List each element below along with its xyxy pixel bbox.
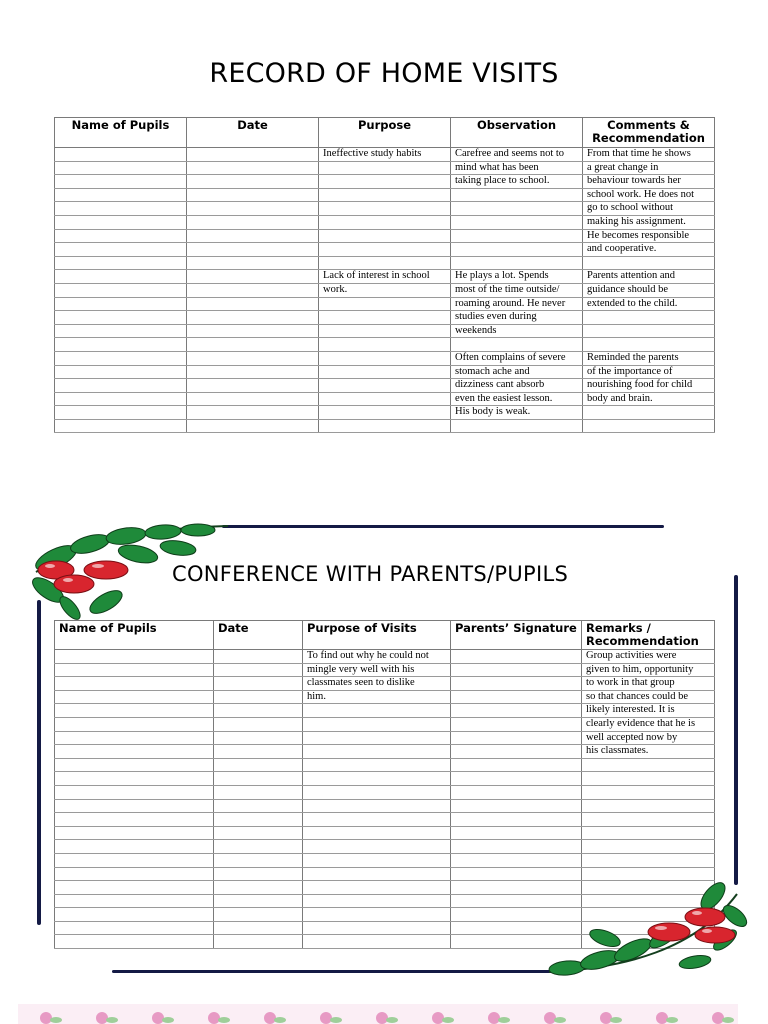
table-cell: school work. He does not: [583, 188, 715, 202]
table-cell: [187, 175, 319, 189]
table-row: [55, 338, 715, 352]
table-cell: [303, 772, 451, 786]
table-cell: [55, 867, 214, 881]
table-cell: [214, 881, 303, 895]
table-cell: extended to the child.: [583, 297, 715, 311]
table-cell: [451, 799, 582, 813]
table-cell: [319, 243, 451, 257]
table-row: [55, 853, 715, 867]
table-cell: [451, 202, 583, 216]
table-cell: [214, 758, 303, 772]
table-cell: [55, 188, 187, 202]
table-cell: body and brain.: [583, 392, 715, 406]
table-cell: [319, 379, 451, 393]
table-cell: [451, 338, 583, 352]
table-cell: [303, 785, 451, 799]
table-cell: [303, 813, 451, 827]
table-cell: clearly evidence that he is: [582, 717, 715, 731]
column-header-date: Date: [187, 118, 319, 148]
table-cell: [55, 717, 214, 731]
table-cell: [583, 311, 715, 325]
table-cell: [187, 215, 319, 229]
table-cell: [55, 161, 187, 175]
table-cell: [582, 758, 715, 772]
table-cell: From that time he shows: [583, 148, 715, 162]
table-cell: Parents attention and: [583, 270, 715, 284]
column-header-remarks: Remarks / Recommendation: [582, 621, 715, 650]
table-cell: [55, 690, 214, 704]
table-row: [55, 419, 715, 433]
table-cell: [187, 311, 319, 325]
pink-flower-border: [18, 1004, 738, 1024]
table-cell: weekends: [451, 324, 583, 338]
table-cell: of the importance of: [583, 365, 715, 379]
table-cell: [55, 935, 214, 949]
table-cell: [583, 324, 715, 338]
column-header-name: Name of Pupils: [55, 621, 214, 650]
table-cell: [319, 188, 451, 202]
table-cell: [55, 270, 187, 284]
table-cell: [303, 881, 451, 895]
table-cell: [303, 867, 451, 881]
table-row: [55, 270, 715, 284]
table-cell: [303, 758, 451, 772]
table-cell: [451, 704, 582, 718]
column-header-comments: Comments & Recommendation: [583, 118, 715, 148]
table-cell: [55, 351, 187, 365]
table-cell: [319, 419, 451, 433]
table-row: [55, 256, 715, 270]
table-cell: [187, 324, 319, 338]
table-cell: [55, 650, 214, 664]
table-cell: [55, 297, 187, 311]
table-cell: [451, 419, 583, 433]
table-cell: [319, 175, 451, 189]
flower-icon: [96, 1012, 108, 1024]
table-cell: [319, 365, 451, 379]
table-cell: [214, 663, 303, 677]
table-cell: [582, 799, 715, 813]
table-cell: [55, 677, 214, 691]
table-cell: [55, 731, 214, 745]
table-cell: To find out why he could not: [303, 650, 451, 664]
frame-top-line: [222, 525, 664, 528]
table-row: [55, 677, 715, 691]
table-cell: [187, 392, 319, 406]
table-cell: [55, 311, 187, 325]
flower-icon: [320, 1012, 332, 1024]
table-cell: [319, 351, 451, 365]
table-cell: Lack of interest in school: [319, 270, 451, 284]
table-row: [55, 379, 715, 393]
frame-right-line: [734, 575, 738, 885]
table-cell: [582, 785, 715, 799]
table-row: [55, 840, 715, 854]
table-cell: behaviour towards her: [583, 175, 715, 189]
table-cell: Group activities were: [582, 650, 715, 664]
table-cell: [319, 229, 451, 243]
table-cell: well accepted now by: [582, 731, 715, 745]
table-cell: [187, 406, 319, 420]
table-cell: even the easiest lesson.: [451, 392, 583, 406]
flower-icon: [544, 1012, 556, 1024]
table-cell: [451, 188, 583, 202]
flower-icon: [264, 1012, 276, 1024]
table-cell: [319, 338, 451, 352]
table-cell: [582, 826, 715, 840]
table-row: [55, 826, 715, 840]
leaf-icon: [610, 1017, 622, 1023]
table-cell: [214, 677, 303, 691]
table-cell: [451, 772, 582, 786]
table-cell: [451, 256, 583, 270]
leaf-icon: [106, 1017, 118, 1023]
table-cell: [319, 311, 451, 325]
table-cell: guidance should be: [583, 283, 715, 297]
table-cell: [583, 419, 715, 433]
table-cell: [187, 297, 319, 311]
table-cell: [303, 921, 451, 935]
table-cell: [319, 392, 451, 406]
table-cell: [319, 161, 451, 175]
table-cell: [187, 379, 319, 393]
table-row: [55, 406, 715, 420]
table-cell: stomach ache and: [451, 365, 583, 379]
table-cell: [55, 379, 187, 393]
flower-icon: [656, 1012, 668, 1024]
table-cell: [187, 243, 319, 257]
table-cell: [451, 731, 582, 745]
table-row: [55, 690, 715, 704]
table-row: [55, 717, 715, 731]
table-cell: [55, 840, 214, 854]
table-row: [55, 663, 715, 677]
table-cell: [451, 745, 582, 759]
table-cell: Reminded the parents: [583, 351, 715, 365]
table-cell: [55, 338, 187, 352]
table-cell: taking place to school.: [451, 175, 583, 189]
leaf-icon: [218, 1017, 230, 1023]
table-cell: [55, 853, 214, 867]
table-cell: [214, 853, 303, 867]
table-row: [55, 351, 715, 365]
table-cell: given to him, opportunity: [582, 663, 715, 677]
table-cell: [187, 351, 319, 365]
table-cell: [55, 921, 214, 935]
table-cell: [55, 148, 187, 162]
table-cell: [214, 826, 303, 840]
table-cell: [214, 813, 303, 827]
table-cell: [214, 799, 303, 813]
table-cell: [582, 853, 715, 867]
table-cell: roaming around. He never: [451, 297, 583, 311]
table-row: [55, 324, 715, 338]
leaf-icon: [666, 1017, 678, 1023]
table-cell: go to school without: [583, 202, 715, 216]
table-cell: [214, 650, 303, 664]
table-cell: [55, 881, 214, 895]
table-cell: work.: [319, 283, 451, 297]
table-cell: [55, 365, 187, 379]
table-cell: [451, 813, 582, 827]
table-cell: [55, 826, 214, 840]
table-cell: His body is weak.: [451, 406, 583, 420]
table-cell: studies even during: [451, 311, 583, 325]
table-cell: [319, 215, 451, 229]
table-cell: [55, 799, 214, 813]
table-cell: [303, 731, 451, 745]
table-cell: Often complains of severe: [451, 351, 583, 365]
table-cell: [55, 419, 187, 433]
table-row: [55, 785, 715, 799]
table-row: [55, 758, 715, 772]
table-cell: so that chances could be: [582, 690, 715, 704]
flower-icon: [208, 1012, 220, 1024]
table-row: [55, 867, 715, 881]
table-cell: Carefree and seems not to: [451, 148, 583, 162]
leaf-icon: [442, 1017, 454, 1023]
table-cell: [451, 677, 582, 691]
table-cell: [319, 297, 451, 311]
table-cell: [55, 392, 187, 406]
leaf-icon: [274, 1017, 286, 1023]
table-cell: classmates seen to dislike: [303, 677, 451, 691]
table-row: [55, 813, 715, 827]
table-cell: [582, 867, 715, 881]
table-cell: [214, 935, 303, 949]
table-cell: [55, 175, 187, 189]
table-row: [55, 650, 715, 664]
frame-left-line: [37, 600, 41, 925]
table-cell: [319, 406, 451, 420]
table-row: [55, 148, 715, 162]
table-row: [55, 745, 715, 759]
table-cell: [55, 908, 214, 922]
table-cell: [451, 717, 582, 731]
table-cell: He becomes responsible: [583, 229, 715, 243]
table-cell: [319, 202, 451, 216]
table-row: [55, 283, 715, 297]
table-cell: [451, 243, 583, 257]
table-cell: [187, 283, 319, 297]
table-cell: [583, 256, 715, 270]
table-row: [55, 215, 715, 229]
table-cell: [451, 650, 582, 664]
table-cell: [55, 283, 187, 297]
leaf-icon: [722, 1017, 734, 1023]
table-cell: [214, 867, 303, 881]
table-cell: [187, 148, 319, 162]
table-row: [55, 202, 715, 216]
leaf-icon: [386, 1017, 398, 1023]
table-cell: to work in that group: [582, 677, 715, 691]
table-cell: [303, 935, 451, 949]
table-cell: [451, 785, 582, 799]
table-row: [55, 161, 715, 175]
table-cell: [55, 745, 214, 759]
table-row: [55, 799, 715, 813]
table-cell: [55, 704, 214, 718]
table-cell: [303, 853, 451, 867]
flower-icon: [488, 1012, 500, 1024]
table-row: [55, 311, 715, 325]
table-cell: [187, 229, 319, 243]
table-cell: and cooperative.: [583, 243, 715, 257]
flower-icon: [152, 1012, 164, 1024]
column-header-purpose: Purpose: [319, 118, 451, 148]
table-cell: [451, 663, 582, 677]
table-cell: [55, 813, 214, 827]
table-cell: [55, 772, 214, 786]
table-cell: [303, 745, 451, 759]
table-cell: [214, 908, 303, 922]
table-cell: likely interested. It is: [582, 704, 715, 718]
table-cell: [303, 894, 451, 908]
table-cell: Ineffective study habits: [319, 148, 451, 162]
table-cell: [55, 663, 214, 677]
table-cell: [303, 826, 451, 840]
table-cell: [214, 731, 303, 745]
leaf-icon: [50, 1017, 62, 1023]
table-cell: [303, 840, 451, 854]
leaf-icon: [554, 1017, 566, 1023]
table-cell: [55, 229, 187, 243]
table-cell: dizziness cant absorb: [451, 379, 583, 393]
conference-header-row: [55, 621, 715, 650]
table-cell: him.: [303, 690, 451, 704]
table-cell: [214, 717, 303, 731]
table-cell: nourishing food for child: [583, 379, 715, 393]
home-visits-title: RECORD OF HOME VISITS: [209, 58, 559, 89]
flower-icon: [40, 1012, 52, 1024]
table-cell: [214, 921, 303, 935]
table-cell: his classmates.: [582, 745, 715, 759]
table-row: [55, 365, 715, 379]
frame-bottom-line: [112, 970, 562, 973]
table-cell: [582, 813, 715, 827]
table-cell: [187, 419, 319, 433]
table-cell: [214, 704, 303, 718]
leaf-icon: [162, 1017, 174, 1023]
home-visits-table: [54, 117, 715, 433]
table-cell: [451, 853, 582, 867]
holly-berry-branch-icon: [545, 880, 750, 980]
table-cell: [303, 717, 451, 731]
table-row: [55, 704, 715, 718]
table-row: [55, 392, 715, 406]
table-cell: [214, 690, 303, 704]
table-cell: [214, 745, 303, 759]
table-cell: [451, 690, 582, 704]
table-cell: [214, 840, 303, 854]
table-row: [55, 243, 715, 257]
home-visits-header-row: [55, 118, 715, 148]
table-cell: [451, 215, 583, 229]
table-cell: [303, 799, 451, 813]
column-header-parents-signature: Parents’ Signature: [451, 621, 582, 650]
column-header-observation: Observation: [451, 118, 583, 148]
table-cell: [187, 202, 319, 216]
table-cell: [214, 894, 303, 908]
table-cell: mingle very well with his: [303, 663, 451, 677]
table-cell: most of the time outside/: [451, 283, 583, 297]
table-cell: [55, 406, 187, 420]
table-cell: [55, 243, 187, 257]
flower-icon: [376, 1012, 388, 1024]
table-cell: [583, 338, 715, 352]
flower-icon: [712, 1012, 724, 1024]
conference-title: CONFERENCE WITH PARENTS/PUPILS: [172, 562, 569, 586]
table-cell: making his assignment.: [583, 215, 715, 229]
leaf-icon: [498, 1017, 510, 1023]
table-cell: [303, 908, 451, 922]
table-cell: [55, 894, 214, 908]
table-cell: [451, 758, 582, 772]
table-cell: [451, 840, 582, 854]
table-row: [55, 297, 715, 311]
table-cell: mind what has been: [451, 161, 583, 175]
table-cell: [55, 758, 214, 772]
table-cell: [187, 161, 319, 175]
table-cell: [214, 772, 303, 786]
table-row: [55, 188, 715, 202]
table-cell: [187, 188, 319, 202]
table-row: [55, 175, 715, 189]
table-row: [55, 229, 715, 243]
table-cell: [55, 256, 187, 270]
flower-icon: [432, 1012, 444, 1024]
column-header-name: Name of Pupils: [55, 118, 187, 148]
column-header-date: Date: [214, 621, 303, 650]
table-cell: [55, 215, 187, 229]
table-cell: [187, 256, 319, 270]
flower-icon: [600, 1012, 612, 1024]
table-cell: [319, 324, 451, 338]
table-cell: [187, 270, 319, 284]
table-cell: [55, 324, 187, 338]
table-cell: [451, 867, 582, 881]
table-cell: [582, 772, 715, 786]
table-cell: a great change in: [583, 161, 715, 175]
leaf-icon: [330, 1017, 342, 1023]
table-cell: [214, 785, 303, 799]
table-cell: [319, 256, 451, 270]
table-cell: [55, 202, 187, 216]
column-header-purpose-of-visits: Purpose of Visits: [303, 621, 451, 650]
table-cell: [582, 840, 715, 854]
table-cell: [187, 338, 319, 352]
table-cell: He plays a lot. Spends: [451, 270, 583, 284]
table-row: [55, 772, 715, 786]
table-row: [55, 731, 715, 745]
table-cell: [583, 406, 715, 420]
table-cell: [451, 229, 583, 243]
table-cell: [451, 826, 582, 840]
table-cell: [303, 704, 451, 718]
table-cell: [187, 365, 319, 379]
table-cell: [55, 785, 214, 799]
